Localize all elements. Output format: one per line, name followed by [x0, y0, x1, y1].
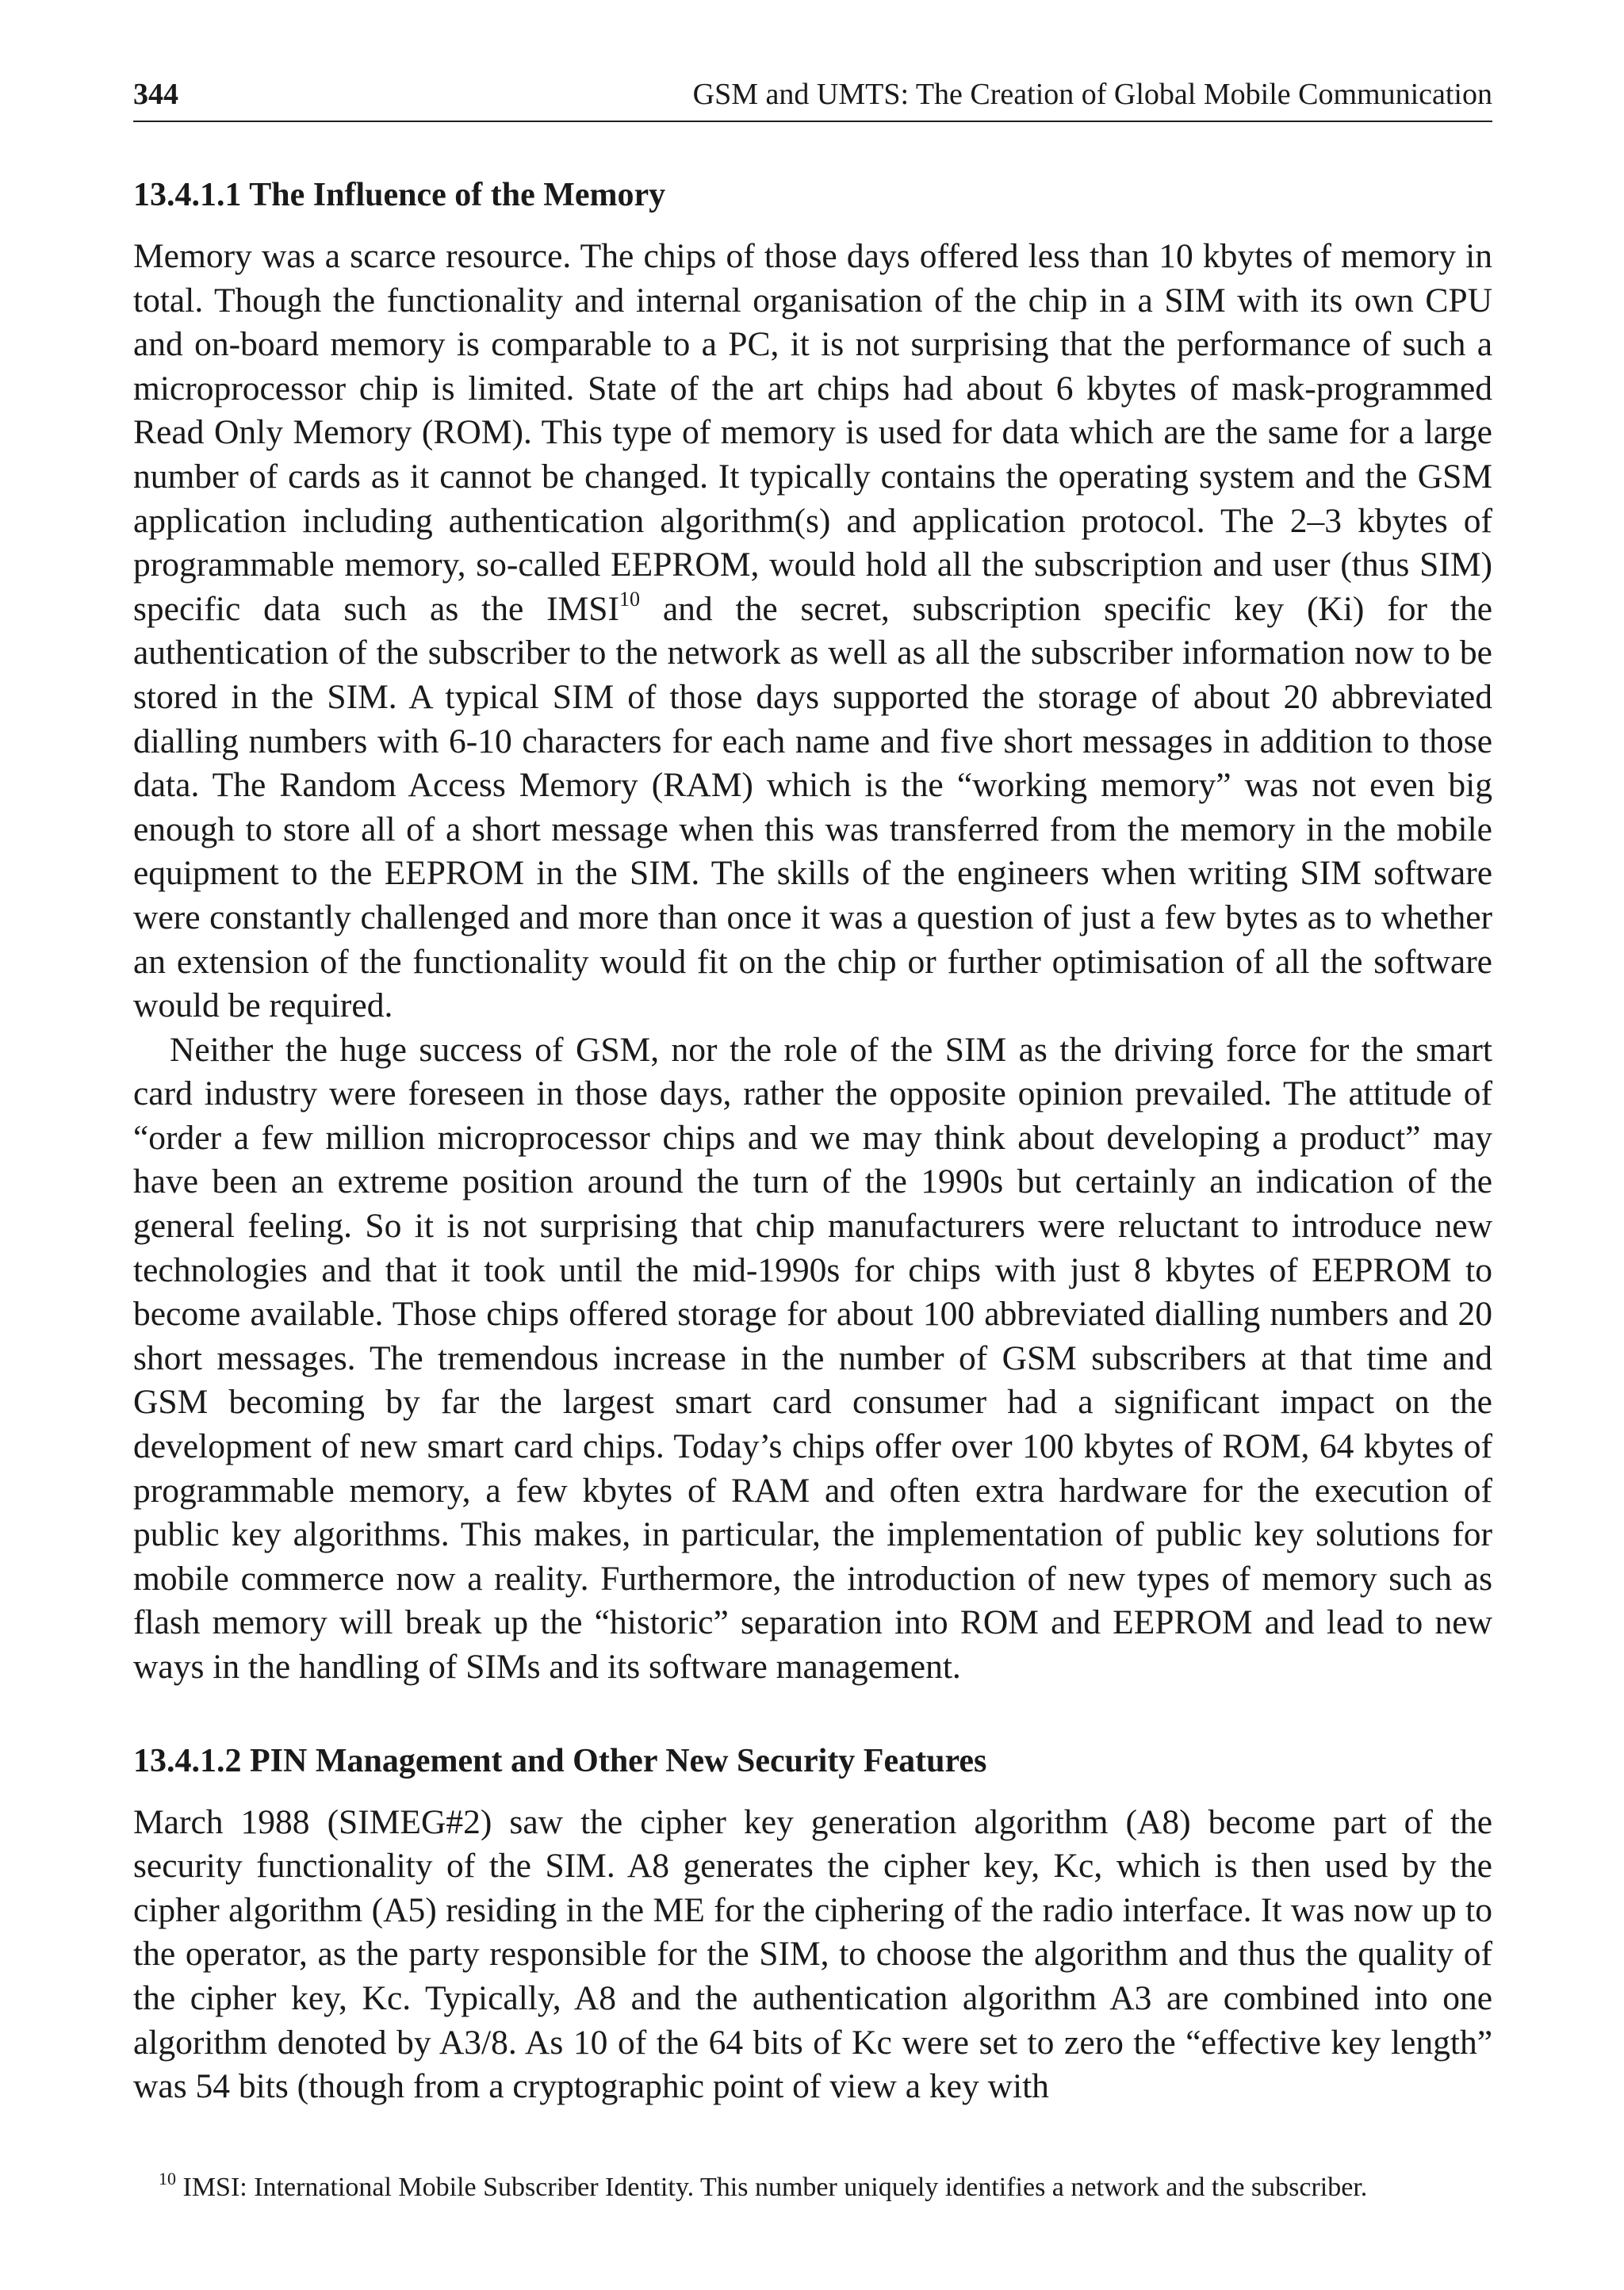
paragraph-pin-1: March 1988 (SIMEG#2) saw the cipher key generation algorithm (A8) become part of the security functionality of the SIM. A8 generates the cipher key, Kc, which is then used by the cipher algorithm (A5) residing in the ME for the ciphering of the radio interface. It was now up to the operator, as the party responsible for the SIM, to choose the algorithm and thus the quality of the cipher key, Kc. Typically, A8 and the authentication algorithm A3 are combined into one algorithm denoted by A3/8. As 10 of the 64 bits of Kc were set to zero the “effective key length” was 54 bits (though from a cryptographic point of view a key with	[133, 1802, 1492, 2106]
section-heading-pin-management: 13.4.1.2 PIN Management and Other New Security Features	[133, 1742, 987, 1779]
footnote	[133, 2171, 1492, 2204]
running-header	[133, 76, 1492, 122]
page-number: 344	[133, 78, 178, 111]
paragraph-text: and the secret, subscription specific key (Ki) for the authentication of the subscriber to the network as well as all the subscriber information now to be stored in the SIM. A typical SIM of those days supported the storage of about 20 abbreviated dialling numbers with 6-10 characters for each name and five short messages in addition to those data. The Random Access Memory (RAM) which is the “working memory” was not even big enough to store all of a short message when this was transferred from the memory in the mobile equipment to the EEPROM in the SIM. The skills of the engineers when writing SIM software were constantly challenged and more than once it was a question of just a few bytes as to whether an extension of the functionality would fit on the chip or further optimisation of all the software would be required.	[133, 589, 1492, 1025]
paragraph-memory-2: Neither the huge success of GSM, nor the role of the SIM as the driving force for the smart card industry were foreseen in those days, rather the opposite opinion prevailed. The attitude of “order a few million microprocessor chips and we may think about developing a product” may have been an extreme position around the turn of the 1990s but certainly an indication of the general feeling. So it is not surprising that chip manufacturers were reluctant to introduce new technologies and that it took until the mid-1990s for chips with just 8 kbytes of EEPROM to become available. Those chips offered storage for about 100 abbreviated dialling numbers and 20 short messages. The tremendous increase in the number of GSM subscribers at that time and GSM becoming by far the largest smart card consumer had a significant impact on the development of new smart card chips. Today’s chips offer over 100 kbytes of ROM, 64 kbytes of programmable memory, a few kbytes of RAM and often extra hardware for the execution of public key algorithms. This makes, in particular, the implementation of public key solutions for mobile commerce now a reality. Furthermore, the introduction of new types of memory such as flash memory will break up the “historic” separation into ROM and EEPROM and lead to new ways in the handling of SIMs and its software management.	[133, 1030, 1492, 1686]
page-body	[133, 76, 1492, 2109]
footnote-reference: 10	[619, 587, 640, 611]
footnote-marker: 10	[159, 2169, 176, 2189]
footnote-text: IMSI: International Mobile Subscriber Identity. This number uniquely identifies a network and the subscriber.	[176, 2173, 1368, 2202]
section-heading-memory: 13.4.1.1 The Influence of the Memory	[133, 177, 666, 213]
paragraph-memory-1	[133, 235, 1492, 1028]
paragraph-text: Memory was a scarce resource. The chips of those days offered less than 10 kbytes of memory in total. Though the functionality and internal organisation of the chip in a SIM with its own CPU and on-board memory is comparable to a PC, it is not surprising that the performance of such a microprocessor chip is limited. State of the art chips had about 6 kbytes of mask-programmed Read Only Memory (ROM). This type of memory is used for data which are the same for a large number of cards as it cannot be changed. It typically contains the operating system and the GSM application including authentication algorithm(s) and application protocol. The 2–3 kbytes of programmable memory, so-called EEPROM, would hold all the subscription and user (thus SIM) specific data such as the IMSI	[133, 237, 1492, 628]
running-title: GSM and UMTS: The Creation of Global Mobile Communication	[692, 78, 1492, 111]
